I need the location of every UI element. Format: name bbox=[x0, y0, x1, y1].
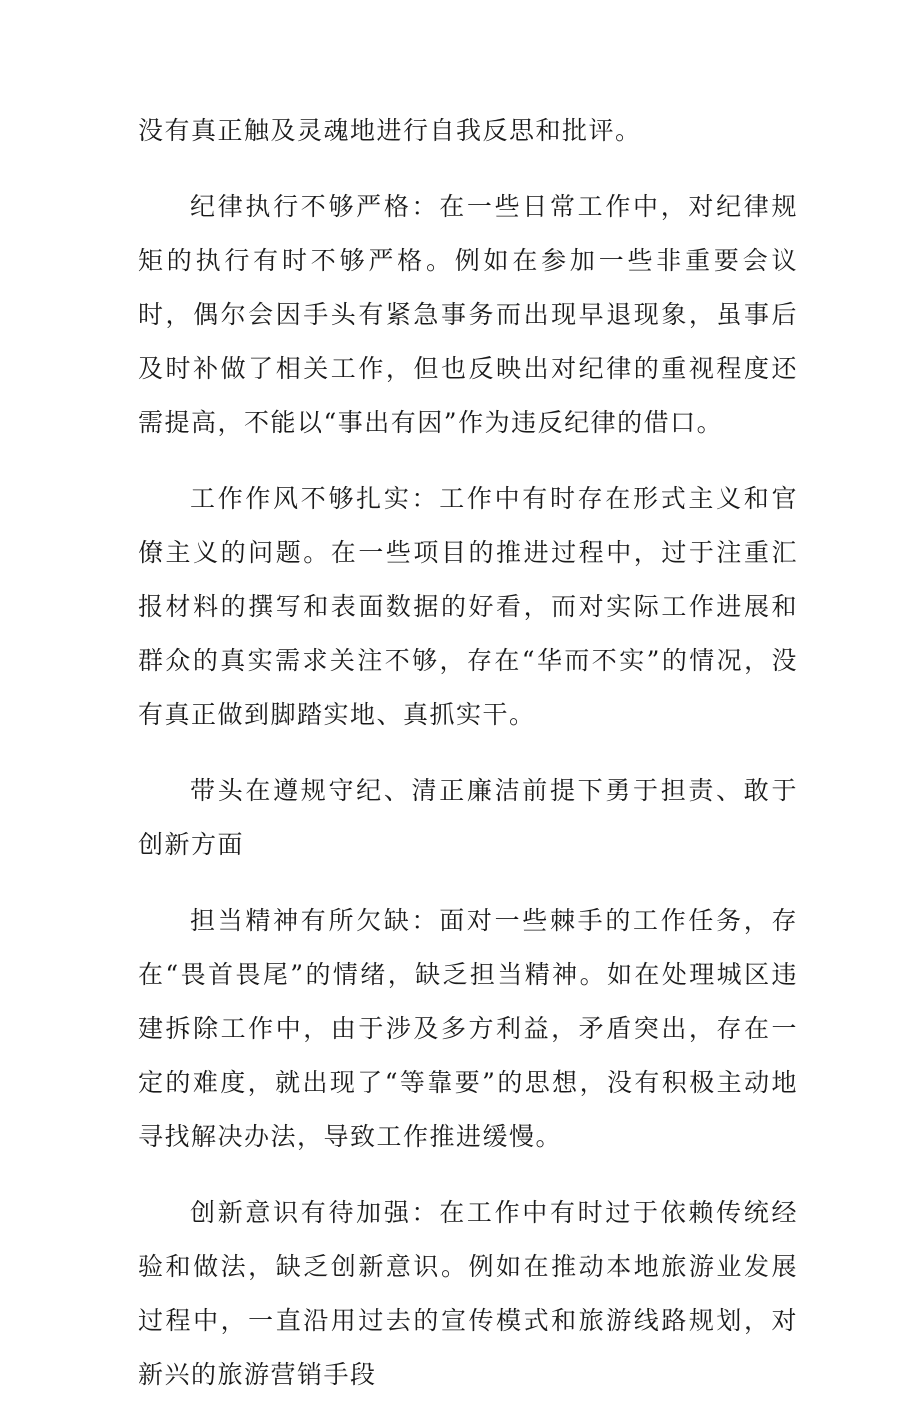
section-heading: 带头在遵规守纪、清正廉洁前提下勇于担责、敢于创新方面 bbox=[138, 776, 798, 859]
paragraph-discipline: 纪律执行不够严格：在一些日常工作中，对纪律规矩的执行有时不够严格。例如在参加一些非重要会议时，偶尔会因手头有紧急事务而出现早退现象，虽事后及时补做了相关工作，但也反映出对纪律的重视程度还需提高，不能以“事出有因”作为违反纪律的借口。 bbox=[138, 192, 798, 437]
document-body bbox=[138, 104, 798, 1402]
paragraph-work-style: 工作作风不够扎实：工作中有时存在形式主义和官僚主义的问题。在一些项目的推进过程中，过于注重汇报材料的撰写和表面数据的好看，而对实际工作进展和群众的真实需求关注不够，存在“华而不实”的情况，没有真正做到脚踏实地、真抓实干。 bbox=[138, 484, 798, 729]
paragraph-innovation: 创新意识有待加强：在工作中有时过于依赖传统经验和做法，缺乏创新意识。例如在推动本地旅游业发展过程中，一直沿用过去的宣传模式和旅游线路规划，对新兴的旅游营销手段 bbox=[138, 1198, 798, 1389]
paragraph-responsibility: 担当精神有所欠缺：面对一些棘手的工作任务，存在“畏首畏尾”的情绪，缺乏担当精神。如在处理城区违建拆除工作中，由于涉及多方利益，矛盾突出，存在一定的难度，就出现了“等靠要”的思想，没有积极主动地寻找解决办法，导致工作推进缓慢。 bbox=[138, 906, 798, 1151]
paragraph-continuation: 没有真正触及灵魂地进行自我反思和批评。 bbox=[138, 116, 642, 145]
